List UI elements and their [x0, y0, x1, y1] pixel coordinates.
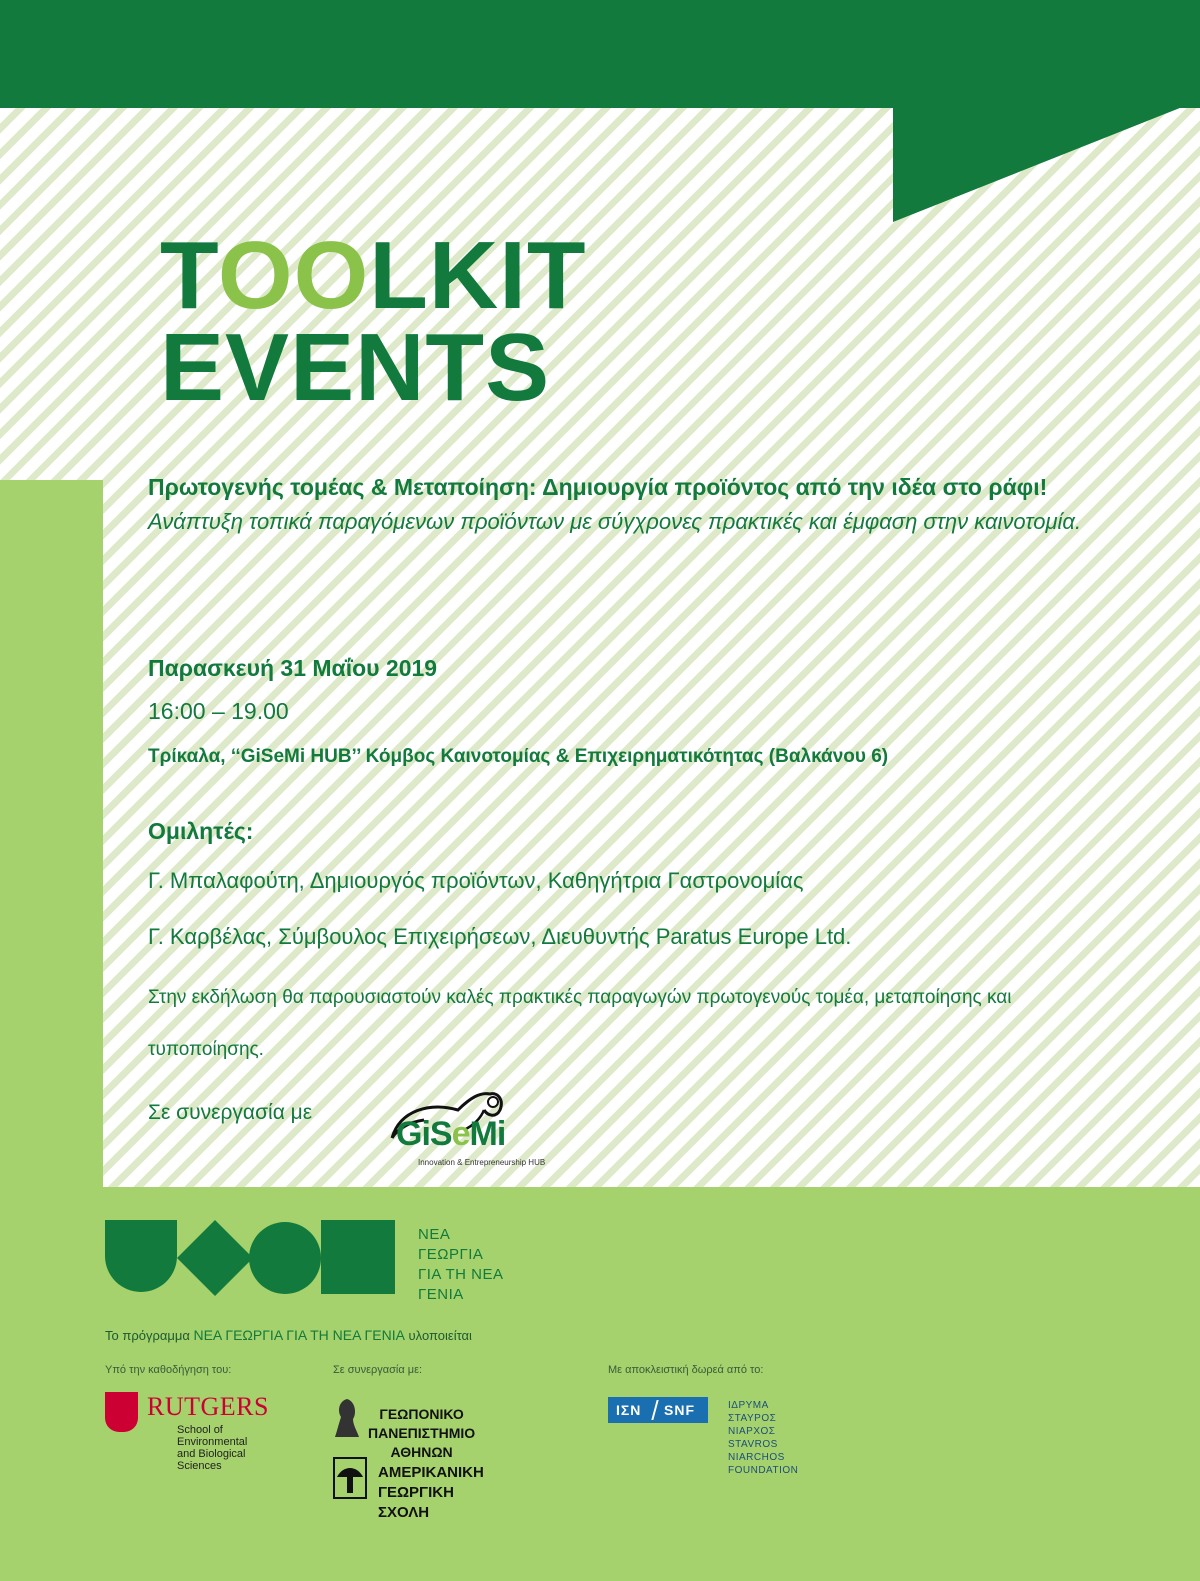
- title-events: EVENTS: [160, 314, 551, 421]
- title-rest: LKIT: [369, 222, 587, 329]
- title-oo: OO: [217, 222, 370, 329]
- ngng-shapes-logo: [105, 1220, 395, 1298]
- ags-farmer-icon: [333, 1457, 367, 1499]
- snf-name: ΙΔΡΥΜΑ ΣΤΑΥΡΟΣ ΝΙΑΡΧΟΣ STAVROS NIARCHOS FOUNDATION: [728, 1400, 799, 1476]
- event-description: Στην εκδήλωση θα παρουσιαστούν καλές πρακτικές παραγωγών πρωτογενούς τομέα, μεταποίησης και τυποποίησης.: [148, 987, 1012, 1060]
- rutgers-subtitle: School of Environmental and Biological Sciences: [177, 1424, 248, 1472]
- rutgers-shield-icon: [105, 1392, 138, 1432]
- title-t: T: [160, 222, 218, 329]
- event-intro: [148, 470, 1108, 538]
- gisemi-name: GiSeMi: [396, 1115, 506, 1153]
- speaker-1: Γ. Μπαλαφούτη, Δημιουργός προϊόντων, Καθηγήτρια Γαστρονομίας: [148, 868, 804, 893]
- label-donation: Με αποκλειστική δωρεά από το:: [608, 1364, 764, 1376]
- snf-badge: ΙΣΝ SNF: [608, 1397, 708, 1423]
- toolkit-events-title: [160, 222, 587, 421]
- event-headline: Πρωτογενής τομέας & Μεταποίηση: Δημιουργία προϊόντος από την ιδέα στο ράφι!: [148, 474, 1048, 500]
- speakers-heading: Ομιλητές:: [148, 818, 254, 844]
- top-flag: [893, 100, 1200, 222]
- ags-name: ΑΜΕΡΙΚΑΝΙΚΗ ΓΕΩΡΓΙΚΗ ΣΧΟΛΗ: [378, 1464, 484, 1521]
- program-statement: Το πρόγραμμα ΝΕΑ ΓΕΩΡΓΙΑ ΓΙΑ ΤΗ ΝΕΑ ΓΕΝΙΑ υλοποιείται: [105, 1327, 472, 1343]
- top-band: [0, 0, 1200, 108]
- athena-head-icon: [333, 1397, 361, 1439]
- gisemi-logo: [380, 1080, 550, 1172]
- gisemi-tagline: Innovation & Entrepreneurship HUB: [418, 1158, 546, 1167]
- rutgers-name: RUTGERS: [147, 1392, 269, 1421]
- event-venue: Τρίκαλα, ‘‘GiSeMi HUB’’ Κόμβος Καινοτομίας & Επιχειρηματικότητας (Βαλκάνου 6): [148, 746, 889, 767]
- label-partner: Σε συνεργασία με:: [333, 1364, 423, 1376]
- event-time: 16:00 – 19.00: [148, 698, 289, 724]
- ngng-program-name: ΝΕΑ ΓΕΩΡΓΙΑ ΓΙΑ ΤΗ ΝΕΑ ΓΕΝΙΑ: [418, 1226, 504, 1303]
- collab-label: Σε συνεργασία με: [148, 1101, 313, 1124]
- speaker-2: Γ. Καρβέλας, Σύμβουλος Επιχειρήσεων, Διευθυντής Paratus Europe Ltd.: [148, 924, 852, 949]
- event-subline: Ανάπτυξη τοπικά παραγόμενων προϊόντων με σύγχρονες πρακτικές και έμφαση στην καινοτομία.: [148, 509, 1082, 534]
- aua-name: ΓΕΩΠΟΝΙΚΟ ΠΑΝΕΠΙΣΤΗΜΙΟ ΑΘΗΝΩΝ: [368, 1406, 476, 1460]
- label-guidance: Υπό την καθοδήγηση του:: [105, 1364, 232, 1376]
- event-date: Παρασκευή 31 Μαΐου 2019: [148, 655, 438, 681]
